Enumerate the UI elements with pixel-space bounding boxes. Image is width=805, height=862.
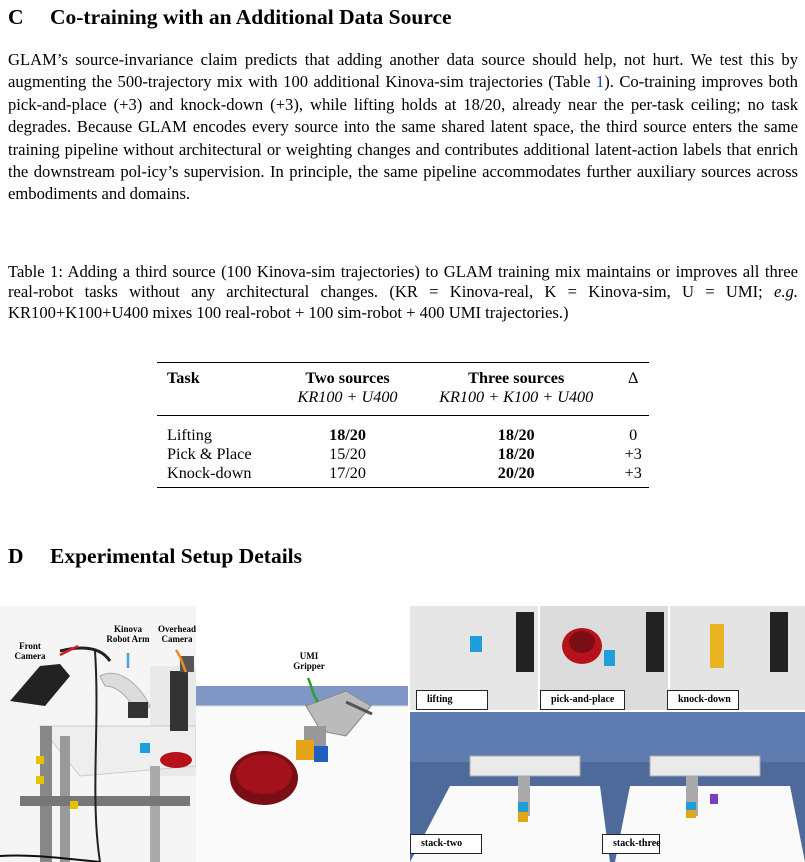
subheader-two: KR100 + U400 [280,388,415,416]
cell-two: 18/20 [329,426,366,444]
section-c-heading [8,5,452,30]
table-ref-link[interactable]: 1 [595,72,605,92]
paragraph-text: ). Co-training improves both pick-and-place (+3) and knock-down (+3), while lifting holds at 18/20, already near the per-task ceiling; no task degrades. Because GLAM encodes every source into the same shared latent space, the third source enters the same training pipeline without architectural or weighting changes and contributes additional latent-action labels that enrich the downstream pol-icy’s supervision. In principle, the same pipeline accommodates further auxiliary sources across embodiments and domains. [8,72,798,204]
caption-text: Table 1: Adding a third source (100 Kinova-sim trajectories) to GLAM training mix maintains or improves all three real-robot tasks without any architectural changes. (KR = Kinova-real, K = Kinova-sim, U = UMI; [8,262,798,302]
umi-gripper-scene [196,606,408,862]
paragraph-text: GLAM’s source-invariance claim predicts that adding another data source should help, not hurt. We test this by augmenting the 500-trajectory mix with 100 additional Kinova-sim trajectories (Table [8,50,798,92]
col-header-three: Three sources [415,363,617,389]
task-grid-illustration [410,606,805,862]
caption-text: KR100+K100+U400 mixes 100 real-robot + 100 sim-robot + 400 UMI trajectories.) [8,302,569,322]
task-label-lifting: lifting [416,690,488,710]
task-label-stack-three: stack-three [602,834,660,854]
subheader-empty [157,388,280,416]
table-caption [8,262,798,323]
section-letter: D [8,544,24,568]
subheader-three: KR100 + K100 + U400 [415,388,617,416]
cell-three: 20/20 [415,464,617,488]
col-header-two: Two sources [280,363,415,389]
cell-three: 18/20 [497,445,535,463]
section-c-paragraph [8,49,798,206]
cell-delta: +3 [617,464,649,488]
cell-task: Knock-down [157,464,280,488]
cell-delta: +3 [624,445,642,463]
col-header-delta: Δ [617,363,649,389]
setup-figure [0,606,805,862]
overhead-camera-label: Overhead Camera [158,624,196,644]
task-grid [410,606,805,862]
col-header-task: Task [157,363,280,389]
cell-two: 15/20 [329,445,366,463]
section-title: Co-training with an Additional Data Source [50,5,452,29]
real-robot-photo [0,606,196,862]
cell-task: Pick & Place [167,445,252,463]
cell-task: Lifting [167,426,212,444]
task-label-stack-two: stack-two [410,834,482,854]
subheader-empty [617,388,649,416]
umi-gripper-label: UMI Gripper [293,651,325,671]
results-table [157,362,649,488]
front-camera-label: Front Camera [14,641,46,661]
table-row [157,445,649,464]
table-row [157,464,649,488]
section-letter: C [8,5,24,29]
section-title: Experimental Setup Details [50,544,303,568]
task-label-pick-and-place: pick-and-place [540,690,625,710]
caption-eg: e.g. [774,282,798,302]
kinova-arm-label: Kinova Robot Arm [106,624,150,644]
cell-delta: 0 [629,426,638,444]
table-row [157,416,649,446]
umi-scene-illustration [196,606,408,862]
section-d-heading [8,544,302,569]
cell-two: 17/20 [280,464,415,488]
task-label-knock-down: knock-down [667,690,739,710]
cell-three: 18/20 [497,426,535,444]
